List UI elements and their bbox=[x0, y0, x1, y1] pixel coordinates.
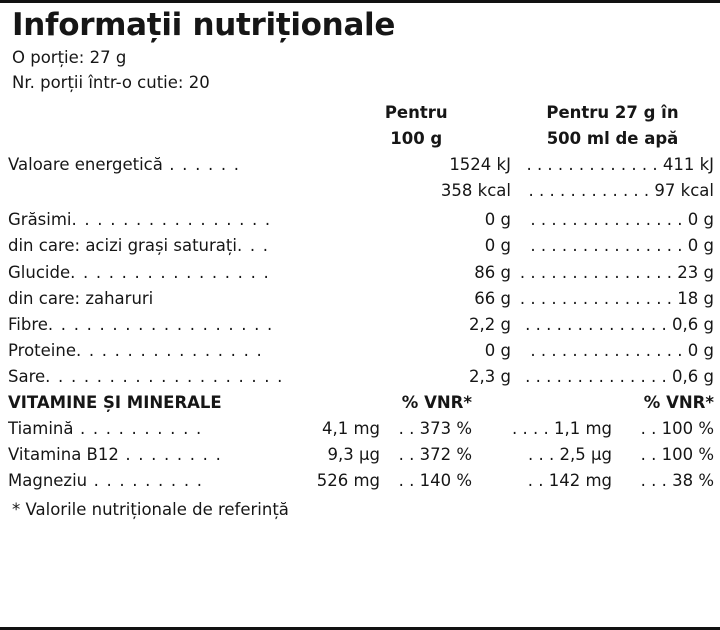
row-dots-a: . . . . . . . . . . . . . . . bbox=[519, 262, 673, 282]
table-row bbox=[8, 286, 714, 312]
table-row bbox=[8, 233, 714, 259]
vitamin-value-a: 526 mg bbox=[316, 471, 380, 491]
vitamin-vnr-a: 373 % bbox=[419, 418, 472, 438]
row-value-b: 18 g bbox=[677, 288, 714, 308]
vitamin-dots-b: . . . bbox=[528, 444, 555, 464]
row-value-a: 2,3 g bbox=[469, 366, 511, 386]
row-value-a: 86 g bbox=[474, 262, 511, 282]
row-value-b: 0,6 g bbox=[672, 314, 714, 334]
page-title: Informații nutriționale bbox=[12, 7, 396, 43]
vitamin-dots-a: . . bbox=[398, 471, 415, 491]
header-col-a bbox=[322, 100, 511, 152]
vitamins-table bbox=[8, 390, 714, 494]
header-col-b-line1: Pentru 27 g în bbox=[546, 103, 679, 123]
row-value-b: 0 g bbox=[687, 236, 714, 256]
vitamin-row bbox=[8, 442, 714, 468]
serving-per-box: Nr. porții într-o cutie: 20 bbox=[12, 72, 210, 92]
row-dots: . . . . . . . . . . . . . . . . bbox=[70, 262, 270, 282]
top-rule bbox=[0, 0, 720, 3]
row-value-b: 97 kcal bbox=[654, 181, 714, 201]
row-dots-a: . . . . . . . . . . . . . . . bbox=[530, 210, 683, 230]
vitamin-label: Magneziu bbox=[8, 471, 88, 491]
header-col-b bbox=[511, 100, 714, 152]
row-label: Proteine bbox=[8, 340, 76, 360]
row-dots: . . . . . . . . . . . . . . . . . . . bbox=[45, 366, 284, 386]
table-row bbox=[8, 152, 714, 178]
vitamin-dots-b2: . . . bbox=[640, 471, 667, 491]
row-dots: . . . . . . . . . . . . . . . . . . bbox=[47, 314, 274, 334]
nutrition-table bbox=[8, 100, 714, 390]
row-label: Fibre bbox=[8, 314, 48, 334]
row-dots-a: . . . . . . . . . . . . . . . bbox=[519, 288, 673, 308]
vnr-header-b: % VNR* bbox=[643, 392, 714, 412]
row-dots: . . . . . . . . . . . . . . . bbox=[76, 340, 263, 360]
vitamin-vnr-b: 100 % bbox=[661, 444, 714, 464]
vitamin-vnr-a: 140 % bbox=[419, 471, 472, 491]
vitamin-value-b: 142 mg bbox=[548, 471, 612, 491]
row-dots-a: . . . . . . . . . . . . . . bbox=[525, 366, 667, 386]
row-label: Grăsimi bbox=[8, 210, 72, 230]
vitamin-label: Vitamina B12 bbox=[8, 444, 119, 464]
vitamin-value-a: 9,3 μg bbox=[327, 444, 380, 464]
vitamin-dots: . . . . . . . . . . bbox=[73, 418, 203, 438]
row-value-b: 0,6 g bbox=[672, 366, 714, 386]
row-value-a: 0 g bbox=[484, 236, 511, 256]
row-value-a: 0 g bbox=[484, 210, 511, 230]
row-value-a: 358 kcal bbox=[440, 181, 511, 201]
vitamin-dots-b: . . bbox=[527, 471, 544, 491]
row-value-b: 411 kJ bbox=[662, 155, 714, 175]
row-value-a: 0 g bbox=[484, 340, 511, 360]
row-dots: . . . . . . bbox=[162, 155, 241, 175]
row-value-a: 1524 kJ bbox=[449, 155, 511, 175]
vitamin-dots-b2: . . bbox=[640, 418, 657, 438]
row-dots-a: . . . . . . . . . . . . . . bbox=[525, 314, 667, 334]
header-col-a-line2: 100 g bbox=[390, 129, 443, 149]
vitamin-dots: . . . . . . . . bbox=[118, 444, 223, 464]
vitamin-label: Tiamină bbox=[8, 418, 74, 438]
vitamin-dots: . . . . . . . . . bbox=[87, 471, 204, 491]
vitamin-value-a: 4,1 mg bbox=[321, 418, 380, 438]
serving-portion: O porție: 27 g bbox=[12, 47, 127, 67]
table-row bbox=[8, 207, 714, 233]
table-row bbox=[8, 312, 714, 338]
row-value-b: 23 g bbox=[677, 262, 714, 282]
header-label-cell bbox=[8, 100, 322, 152]
header-col-a-line1: Pentru bbox=[384, 103, 448, 123]
vitamin-row bbox=[8, 468, 714, 494]
table-row bbox=[8, 338, 714, 364]
row-dots-a: . . . . . . . . . . . . . bbox=[526, 155, 658, 175]
vitamin-dots-b: . . . . bbox=[511, 418, 549, 438]
vitamins-title: VITAMINE ȘI MINERALE bbox=[8, 392, 222, 412]
vitamins-header-row bbox=[8, 390, 714, 416]
header-col-b-line2: 500 ml de apă bbox=[546, 129, 679, 149]
vitamin-vnr-b: 38 % bbox=[672, 471, 714, 491]
row-value-a: 2,2 g bbox=[469, 314, 511, 334]
row-value-b: 0 g bbox=[687, 340, 714, 360]
vitamin-dots-a: . . bbox=[398, 418, 415, 438]
row-label: Valoare energetică bbox=[8, 155, 163, 175]
row-dots-a: . . . . . . . . . . . . bbox=[528, 181, 650, 201]
row-label: din care: acizi grași saturați bbox=[8, 236, 237, 256]
row-dots: . . . . . . . . . . . . . . . . bbox=[71, 210, 272, 230]
row-dots-a: . . . . . . . . . . . . . . . bbox=[530, 340, 683, 360]
table-header-row bbox=[8, 100, 714, 152]
vitamin-value-b: 2,5 μg bbox=[559, 444, 612, 464]
row-label: din care: zaharuri bbox=[8, 288, 154, 308]
vitamin-vnr-b: 100 % bbox=[661, 418, 714, 438]
row-dots-a: . . . . . . . . . . . . . . . bbox=[530, 236, 683, 256]
vitamin-row bbox=[8, 416, 714, 442]
table-row bbox=[8, 364, 714, 390]
vitamin-vnr-a: 372 % bbox=[419, 444, 472, 464]
row-value-a: 66 g bbox=[474, 288, 511, 308]
table-row bbox=[8, 178, 714, 204]
row-label: Sare bbox=[8, 366, 46, 386]
vitamin-value-b: 1,1 mg bbox=[553, 418, 612, 438]
row-label: Glucide bbox=[8, 262, 71, 282]
vitamin-dots-b2: . . bbox=[640, 444, 657, 464]
vitamin-dots-a: . . bbox=[398, 444, 415, 464]
vnr-header-a: % VNR* bbox=[401, 392, 472, 412]
footnote: * Valorile nutriționale de referință bbox=[12, 500, 289, 520]
row-value-b: 0 g bbox=[687, 210, 714, 230]
row-dots: . . . bbox=[236, 236, 270, 256]
table-row bbox=[8, 260, 714, 286]
